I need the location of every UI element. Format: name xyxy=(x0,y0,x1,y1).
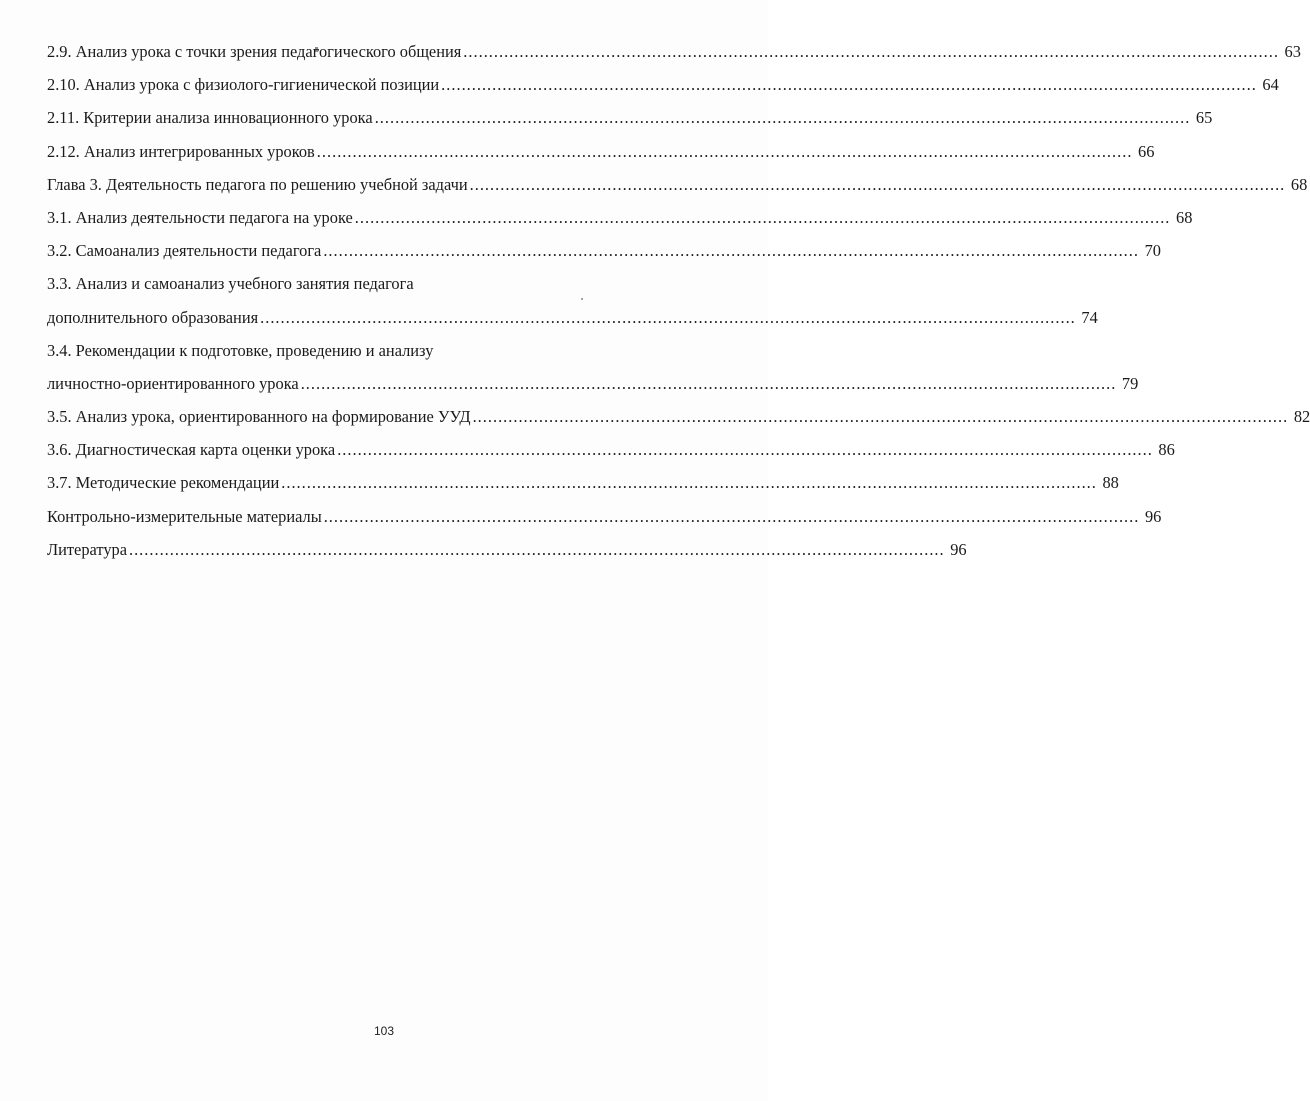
toc-entry-leader: ................................................................................................................................................................ xyxy=(316,141,1133,161)
toc-entry-leader: ................................................................................................................................................................ xyxy=(300,373,1117,393)
toc-entry-leader: ................................................................................................................................................................ xyxy=(472,407,1289,427)
toc-entry-title: 2.12. Анализ интегрированных уроков xyxy=(47,141,315,161)
toc-entry-page: 70 xyxy=(1144,241,1161,261)
toc-entry-page: 68 xyxy=(1290,174,1308,194)
toc-entry xyxy=(47,138,1155,171)
toc-entry-page: 64 xyxy=(1262,75,1279,95)
toc-entry-leader: ................................................................................................................................................................ xyxy=(469,174,1286,194)
toc-entry-leader: ................................................................................................................................................................ xyxy=(281,473,1097,493)
toc-entry-title: Глава 3. Деятельность педагога по решению учебной задачи xyxy=(47,174,468,194)
toc-entry-page: 66 xyxy=(1138,141,1155,161)
toc-entry xyxy=(47,38,1301,71)
page-number: 103 xyxy=(373,1024,395,1038)
toc-entry-page: 86 xyxy=(1158,440,1175,460)
toc-entry-title: 3.1. Анализ деятельности педагога на уроке xyxy=(47,207,353,227)
toc-entry-page: 96 xyxy=(1144,506,1162,526)
toc-entry-title: 3.4. Рекомендации к подготовке, проведению и анализу xyxy=(47,340,434,360)
toc-entry-page: 74 xyxy=(1081,307,1098,327)
toc-entry xyxy=(47,237,1161,270)
toc-entry-title: 2.9. Анализ урока с точки зрения педагогического общения xyxy=(47,42,462,61)
toc-entry xyxy=(47,469,1119,502)
toc-entry xyxy=(47,104,1213,137)
toc-entry-leader: ................................................................................................................................................................ xyxy=(441,75,1257,95)
toc-entry-page: 88 xyxy=(1102,473,1119,493)
toc-entry-first-line xyxy=(47,337,647,370)
toc-entry xyxy=(47,71,1279,104)
toc-entry-title: 3.2. Самоанализ деятельности педагога xyxy=(47,241,322,261)
toc-entry-leader: ................................................................................................................................................................ xyxy=(323,506,1140,526)
toc-entry xyxy=(47,403,1310,436)
toc-entry-leader: ................................................................................................................................................................ xyxy=(128,539,945,559)
toc-entry-leader: ................................................................................................................................................................ xyxy=(374,108,1191,128)
toc-entry xyxy=(47,503,1162,536)
toc-entry xyxy=(47,436,1175,469)
toc-entry-title: 3.7. Методические рекомендации xyxy=(47,473,280,493)
toc-entry-page: 79 xyxy=(1121,373,1139,393)
toc-entry-leader: ................................................................................................................................................................ xyxy=(354,207,1171,227)
toc-entry-page: 65 xyxy=(1195,108,1213,128)
toc-entry-leader: ................................................................................................................................................................ xyxy=(260,307,1076,327)
toc-entry-title: 3.6. Диагностическая карта оценки урока xyxy=(47,440,336,460)
toc-entry-page: 68 xyxy=(1176,207,1193,227)
toc-entry-page: 96 xyxy=(950,539,967,559)
toc-entry-title: 3.5. Анализ урока, ориентированного на формирование УУД xyxy=(47,407,471,427)
toc-entry-title: Контрольно-измерительные материалы xyxy=(47,506,322,526)
toc-entry xyxy=(47,536,967,569)
table-of-contents xyxy=(47,38,1310,569)
toc-entry-continuation xyxy=(47,304,1098,337)
toc-entry-page: 82 xyxy=(1293,407,1310,427)
toc-entry-title: 3.3. Анализ и самоанализ учебного занятия педагога xyxy=(47,274,414,294)
toc-entry-first-line xyxy=(47,270,647,303)
toc-chapter-entry xyxy=(47,171,1308,204)
toc-entry-title: дополнительного образования xyxy=(47,307,259,327)
toc-entry-title: личностно-ориентированного урока xyxy=(47,373,299,393)
toc-entry-leader: ................................................................................................................................................................ xyxy=(337,440,1153,460)
toc-entry-title: 2.10. Анализ урока с физиолого-гигиенической позиции xyxy=(47,75,440,95)
toc-entry-continuation xyxy=(47,370,1139,403)
toc-entry-leader: ................................................................................................................................................................ xyxy=(323,241,1139,261)
toc-entry-title: Литература xyxy=(47,539,127,559)
toc-entry-page: 63 xyxy=(1284,42,1301,61)
toc-entry-title: 2.11. Критерии анализа инновационного урока xyxy=(47,108,373,128)
toc-entry xyxy=(47,204,1193,237)
toc-entry-leader: ................................................................................................................................................................ xyxy=(463,42,1279,61)
